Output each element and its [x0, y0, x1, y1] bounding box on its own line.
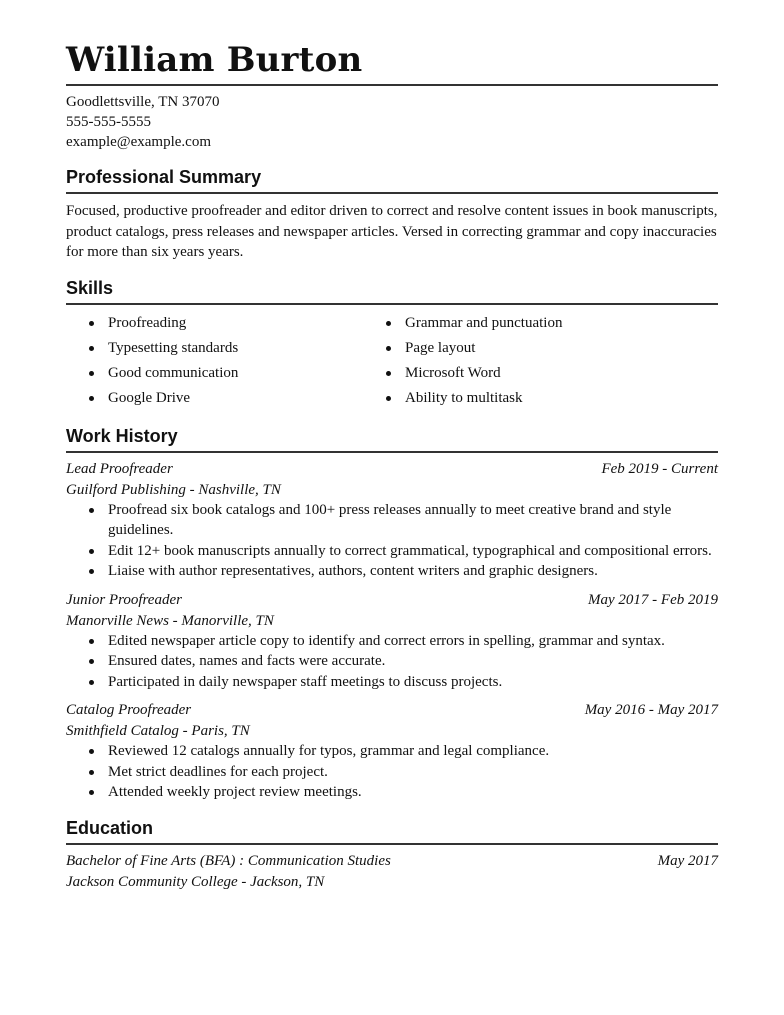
education-heading: Education	[66, 817, 718, 845]
job-bullet: Edit 12+ book manuscripts annually to correct grammatical, typographical and compositional errors.	[86, 541, 718, 562]
contact-address: Goodlettsville, TN 37070	[66, 94, 220, 110]
job-company: Smithfield Catalog - Paris, TN	[66, 723, 250, 739]
job-bullets	[66, 631, 718, 693]
skills-section	[66, 277, 718, 411]
skill-item: Ability to multitask	[383, 386, 680, 411]
skills-heading: Skills	[66, 277, 718, 305]
job-bullet: Participated in daily newspaper staff meetings to discuss projects.	[86, 672, 718, 693]
job-header	[66, 459, 718, 480]
job-dates: May 2017 - Feb 2019	[588, 591, 718, 608]
summary-heading: Professional Summary	[66, 166, 718, 194]
candidate-name: William Burton	[66, 40, 718, 86]
skill-item: Microsoft Word	[383, 361, 680, 386]
job-dates: Feb 2019 - Current	[601, 460, 718, 477]
summary-section	[66, 166, 718, 263]
job-bullet: Ensured dates, names and facts were accurate.	[86, 651, 718, 672]
job-entry	[66, 700, 718, 803]
job-company: Guilford Publishing - Nashville, TN	[66, 481, 281, 498]
job-header	[66, 700, 718, 721]
skill-item: Google Drive	[86, 386, 383, 411]
education-degree: Bachelor of Fine Arts (BFA) : Communication Studies	[66, 852, 391, 869]
education-section	[66, 817, 718, 893]
skill-item: Page layout	[383, 336, 680, 361]
job-bullet: Attended weekly project review meetings.	[86, 782, 718, 803]
job-bullet: Reviewed 12 catalogs annually for typos, grammar and legal compliance.	[86, 741, 718, 762]
education-entry	[66, 851, 718, 893]
contact-block	[66, 92, 718, 152]
skill-item: Typesetting standards	[86, 336, 383, 361]
skill-item: Proofreading	[86, 311, 383, 336]
contact-phone: 555-555-5555	[66, 114, 151, 130]
job-bullet: Edited newspaper article copy to identify and correct errors in spelling, grammar and syntax.	[86, 631, 718, 652]
skill-item: Good communication	[86, 361, 383, 386]
job-title: Lead Proofreader	[66, 460, 173, 477]
education-school: Jackson Community College - Jackson, TN	[66, 873, 325, 890]
education-date: May 2017	[657, 852, 718, 869]
education-header	[66, 851, 718, 872]
job-bullets	[66, 741, 718, 803]
contact-email: example@example.com	[66, 134, 212, 150]
resume-page	[66, 40, 718, 893]
job-title: Catalog Proofreader	[66, 702, 192, 718]
job-dates: May 2016 - May 2017	[584, 702, 718, 718]
job-bullet: Met strict deadlines for each project.	[86, 762, 718, 783]
job-bullet: Liaise with author representatives, authors, content writers and graphic designers.	[86, 561, 718, 582]
job-company: Manorville News - Manorville, TN	[66, 612, 274, 629]
job-bullets	[66, 500, 718, 582]
work-history-heading: Work History	[66, 425, 718, 453]
job-header	[66, 590, 718, 611]
job-bullet: Proofread six book catalogs and 100+ press releases annually to meet creative brand and style guidelines.	[86, 500, 718, 541]
skill-item: Grammar and punctuation	[383, 311, 680, 336]
job-entry	[66, 459, 718, 582]
summary-text: Focused, productive proofreader and editor driven to correct and resolve content issues in book manuscripts, product catalogs, press releases and newspaper articles. Versed in correcting grammar and copy inaccuracies for more than six years years.	[66, 203, 718, 260]
job-title: Junior Proofreader	[66, 591, 182, 608]
work-history-section	[66, 425, 718, 803]
job-entry	[66, 590, 718, 693]
skills-list	[66, 311, 718, 411]
